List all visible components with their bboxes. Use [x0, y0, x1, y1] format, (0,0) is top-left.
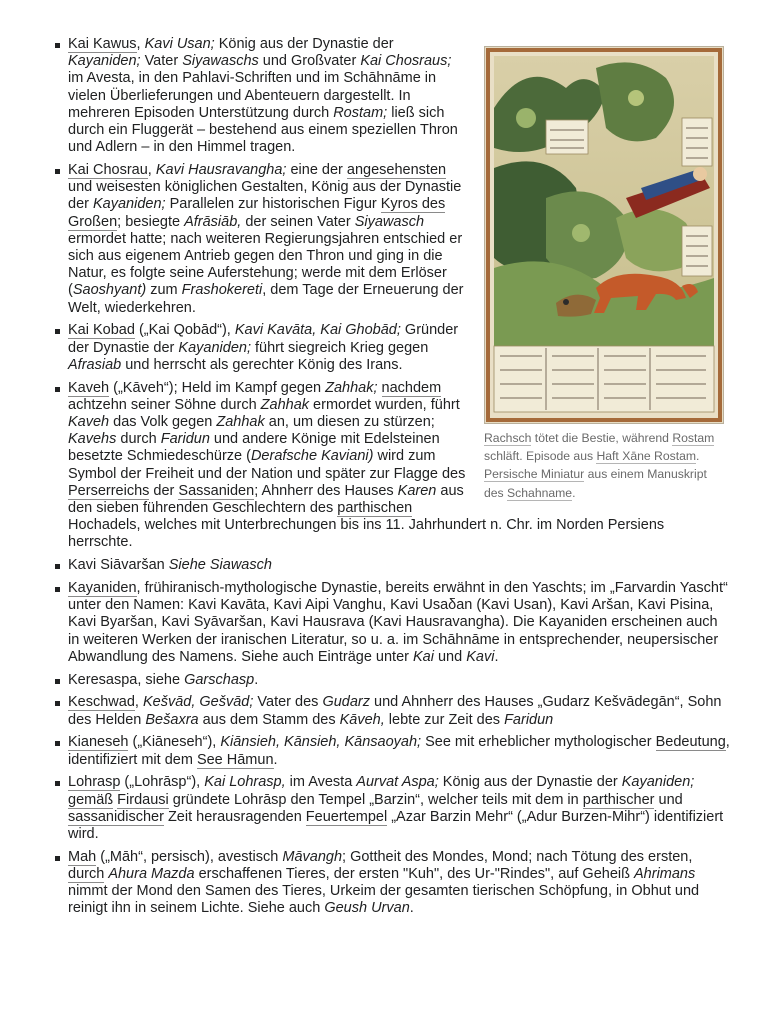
italic-text: Rostam; [333, 104, 388, 121]
text-run: Parallelen zur historischen Figur [165, 196, 381, 213]
text-run: , identifiziert mit dem [68, 734, 730, 768]
italic-text: Aurvat Aspa; [356, 774, 439, 791]
text-run: Vater [140, 53, 183, 70]
text-run: ließ sich durch ein Fluggerät – bestehend aus einem speziellen Thron und Adlern – in den Himmel tragen. [68, 104, 458, 156]
text-run: der [149, 482, 179, 499]
text-run: „Azar Barzin Mehr“ („Adur Burzen-Mihr“) identifiziert wird. [68, 808, 724, 843]
italic-text: Kavi [466, 648, 495, 665]
italic-text: Geush Urvan [324, 900, 410, 917]
italic-text: Ahrimans [634, 866, 696, 883]
text-run: aus den sieben führenden Geschlechtern des [68, 482, 464, 517]
text-run: an, um diesen zu stürzen; [264, 414, 435, 431]
wiki-link[interactable]: See Hāmun [196, 751, 274, 768]
text-run: zum [146, 282, 182, 299]
text-run: im Avesta, in den Pahlavi-Schriften und im Schāhnāme in vielen Überlieferungen und Abenteuern dargestellt. In mehreren Episoden Unterstützung durch [68, 70, 437, 121]
text-run: („Kai Qobād“), [134, 322, 235, 339]
text-run: tötet die Bestie, während [531, 431, 673, 445]
text-run: nimmt der Mond den Samen des Tieres, Urkeim der gesamten tierischen Schöpfung, in Obhut und reinigt ihn in seinem Lichte. Siehe auch [68, 883, 700, 917]
italic-text: Siyawasch [354, 213, 425, 230]
list-item [68, 849, 730, 918]
italic-text: Saoshyant) [72, 282, 147, 299]
wiki-link[interactable]: Kai Kobad [68, 322, 135, 339]
text-run: erschaffenen Tieres, der ersten "Kuh", des Ur-"Rindes", auf Geheiß [194, 866, 634, 883]
text-run: und weisesten königlichen Gestalten, König aus der Dynastie der [68, 179, 462, 213]
text-run: . [494, 648, 499, 665]
italic-text: Kai [413, 648, 434, 665]
text-run: ; Ahnherr des Hauses [254, 482, 398, 499]
italic-text: Ahura Mazda [108, 866, 195, 883]
italic-text: Kaveh [68, 414, 110, 431]
list-item [68, 580, 730, 666]
wiki-link[interactable]: Lohrasp [68, 774, 121, 791]
wiki-link[interactable]: Bedeutung [655, 734, 726, 751]
italic-text: Kayaniden; [621, 774, 695, 791]
text-run: . [409, 900, 414, 917]
text-run: . [254, 671, 259, 688]
text-run: , [147, 162, 156, 179]
text-run: wird zum Symbol der Freiheit und der Nation und später zur Flagge des [68, 448, 466, 482]
italic-text: Kavi Hausravangha; [155, 162, 287, 179]
italic-text: Kayaniden; [93, 196, 166, 213]
italic-text: Kayaniden; [178, 339, 251, 356]
text-run: Gründer der Dynastie der [68, 322, 459, 356]
text-run: König aus der Dynastie der [214, 36, 394, 52]
text-run: . [696, 449, 700, 464]
italic-text: Kavehs [68, 431, 117, 448]
list-item [68, 380, 730, 552]
italic-text: Afrasiab [68, 356, 122, 373]
text-run: das Volk gegen [109, 414, 217, 431]
wiki-link[interactable]: Keschwad [68, 694, 135, 711]
text-run: Kavi Siāvaršan [68, 557, 169, 574]
list-item [68, 694, 730, 728]
text-run: , [136, 36, 145, 52]
italic-text: Kavi Kavāta, Kai Ghobād; [234, 322, 401, 339]
wiki-link[interactable]: durch [68, 866, 105, 883]
italic-text: Kavi Usan; [144, 36, 215, 52]
text-run: König aus der Dynastie der [438, 774, 622, 791]
italic-text: Afrāsiāb, [184, 213, 242, 230]
italic-text: Frashokereti [181, 282, 263, 299]
text-run: („Kiāneseh“), [128, 734, 221, 751]
text-run: aus dem Stamm des [198, 711, 340, 728]
list-item [68, 734, 730, 768]
text-run: und herrscht als gerechter König des Irans. [121, 356, 403, 373]
text-run: und Ahnherr des Hauses „Gudarz Kešvādegān“, Sohn des Helden [68, 694, 722, 728]
wiki-link[interactable]: Kai Kawus [68, 36, 137, 52]
wiki-link[interactable]: Rostam [672, 431, 715, 445]
text-run: („Lohrāsp“), [120, 774, 205, 791]
list-item [68, 322, 730, 374]
text-run: Keresaspa, siehe [68, 671, 185, 688]
list-item [68, 557, 730, 574]
wiki-link[interactable]: gemäß [68, 791, 114, 808]
italic-text: Gudarz [322, 694, 370, 711]
text-run: gründete Lohrāsp den Tempel „Barzin“, welcher teils mit dem in [168, 791, 583, 808]
text-run: („Māh“, persisch), avestisch [96, 848, 283, 865]
italic-text: Zahhak [260, 396, 310, 413]
italic-text: Siehe Siawasch [168, 557, 272, 574]
text-run: See mit erheblicher mythologischer [421, 734, 656, 751]
italic-text: Faridun [504, 711, 554, 728]
text-run: und Großvater [258, 53, 361, 70]
text-run: eine der [286, 162, 347, 179]
wiki-link[interactable]: Kayaniden [68, 580, 137, 597]
wiki-link[interactable]: Schahname [507, 485, 573, 500]
text-run: und andere Könige mit Edelsteinen besetzte Schmiedeschürze ( [68, 431, 440, 465]
wiki-link[interactable]: Rachsch [484, 431, 532, 445]
article-content [50, 36, 730, 923]
text-run: führt siegreich Krieg gegen [250, 339, 429, 356]
text-run: und [433, 648, 467, 665]
list-item [68, 672, 730, 689]
list-item [68, 774, 730, 843]
list-item [68, 36, 730, 156]
wiki-link[interactable]: Kianeseh [68, 734, 129, 751]
text-run: schläft. Episode aus [484, 449, 597, 464]
text-run: . [572, 485, 576, 500]
text-run: . [273, 751, 278, 768]
italic-text: Kai Chosraus; [360, 53, 452, 70]
italic-text: Siyawaschs [182, 53, 259, 70]
text-run: achtzehn seiner Söhne durch [68, 396, 261, 413]
italic-text: Kai Lohrasp, [204, 774, 286, 791]
wiki-link[interactable]: Mah [68, 848, 97, 865]
italic-text: Kāveh, [339, 711, 385, 728]
wiki-link[interactable]: Kai Chosrau [68, 162, 148, 179]
text-run: der seinen Vater [241, 213, 355, 230]
text-run: lebte zur Zeit des [384, 711, 505, 728]
wiki-link[interactable]: angesehensten [346, 162, 447, 179]
text-run: , dem Tage der Erneuerung der Welt, wiederkehren. [68, 282, 464, 316]
text-run: aus einem Manuskript des [484, 467, 707, 500]
italic-text: Derafsche Kaviani) [250, 448, 374, 465]
italic-text: Karen [397, 482, 437, 499]
text-run: , frühiranisch-mythologische Dynastie, bereits erwähnt in den Yaschts; im „Farvardin Yascht“ unter den Namen: Kavi Kavāta, Kavi Aipi Vanghu, Kavi Usaδan (Kavi Usan), Kavi Aršan, Kavi Pisina, Kavi Byaršan, Kavi Syāvaršan, Kavi Hausrava (Kavi Hausravangha). Die Kayaniden erscheinen auch in weiteren Werken der iranischen Literatur, so u. a. im Schāhnāme in entsprechender, neupersischer Abwandlung des Namens. Siehe auch Einträge unter [68, 580, 728, 665]
list-item [68, 162, 730, 317]
text-run: („Kāveh“); Held im Kampf gegen [109, 379, 326, 396]
text-run: Vater des [253, 694, 323, 711]
text-run: durch [116, 431, 161, 448]
glossary-list [50, 36, 730, 918]
wiki-link[interactable]: Perserreichs [68, 482, 150, 499]
wiki-link[interactable]: Feuertempel [305, 808, 388, 825]
italic-text: Garschasp [184, 671, 255, 688]
italic-text: Faridun [160, 431, 210, 448]
italic-text: Zahhak [216, 414, 265, 431]
text-run: Zeit herausragenden [163, 808, 306, 825]
italic-text: Māvangh [282, 848, 343, 865]
italic-text: Kiānsieh, Kānsieh, Kānsaoyah; [220, 734, 422, 751]
italic-text: Bešaxra [145, 711, 199, 728]
text-run: im Avesta [285, 774, 357, 791]
text-run: Hochadels, welches mit Unterbrechungen bis ins 11. Jahrhundert n. Chr. im Norden Persiens herrschte. [68, 517, 665, 551]
wiki-link[interactable]: Persische Miniatur [484, 467, 585, 482]
wiki-link[interactable]: nachdem [381, 379, 442, 396]
italic-text: Kešvād, Gešvād; [142, 694, 254, 711]
wiki-link[interactable]: Haft Xāne Rostam [596, 449, 697, 464]
text-run: ; besiegte [117, 213, 185, 230]
italic-text: Zahhak; [325, 379, 378, 396]
wiki-link[interactable]: Kaveh [68, 379, 110, 396]
text-run: ermordet wurden, führt [309, 396, 460, 413]
text-run: und [654, 791, 683, 808]
text-run: , [134, 694, 143, 711]
text-run [378, 380, 382, 396]
italic-text: Kayaniden; [68, 53, 141, 70]
text-run: ; Gottheit des Mondes, Mond; nach Tötung des ersten, [342, 848, 693, 865]
wiki-link[interactable]: Firdausi [117, 791, 169, 808]
wiki-link[interactable]: sassanidischer [68, 808, 164, 825]
wiki-link[interactable]: parthischen [337, 500, 413, 517]
wiki-link[interactable]: Kyros des Großen [68, 196, 446, 230]
text-run: ermordet hatte; nach weiteren Regierungsjahren entschied er sich aus eigenem Antrieb gegen den Thron und ging in die Natur, es folgte seine Auferstehung; werde mit dem Erlöser ( [68, 230, 463, 299]
wiki-link[interactable]: Sassaniden [178, 482, 255, 499]
wiki-link[interactable]: parthischer [582, 791, 655, 808]
